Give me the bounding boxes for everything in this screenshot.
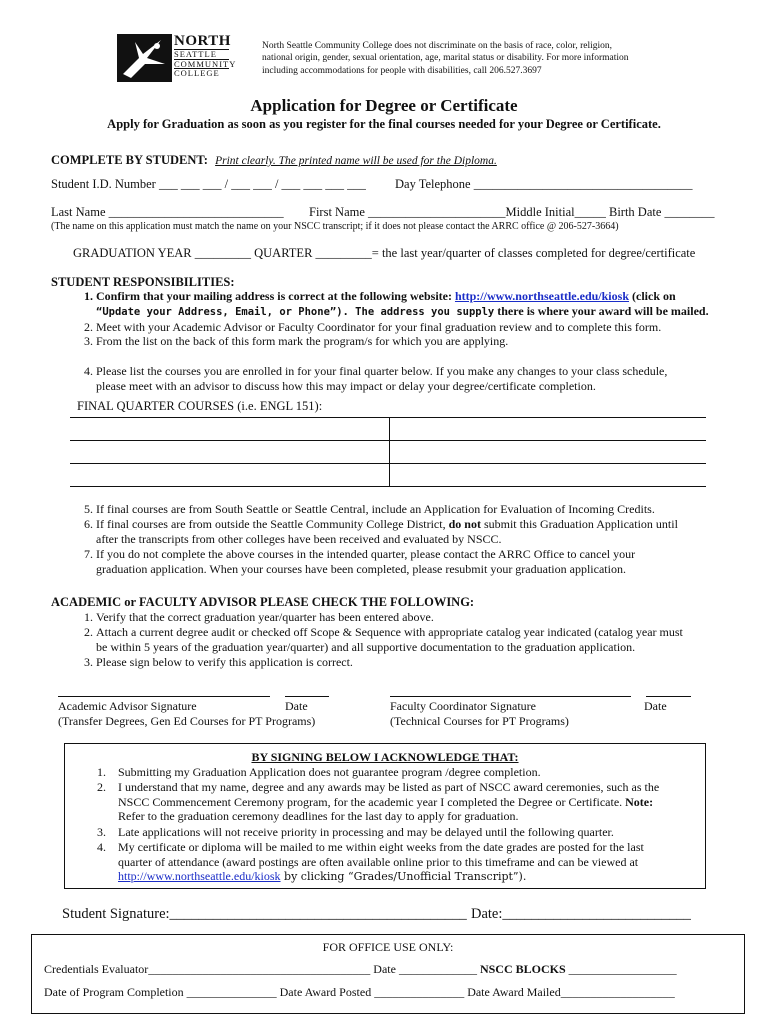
item-number: 2. <box>97 780 106 794</box>
advisor-item-3: Please sign below to verify this application is correct. <box>96 655 353 669</box>
responsibility-item-2: Meet with your Academic Advisor or Faculty Coordinator for your final graduation review and to complete this form. <box>96 320 662 334</box>
faculty-date-line[interactable] <box>646 696 691 697</box>
day-telephone-field[interactable]: Day Telephone ___________________________________ <box>395 177 693 191</box>
advisor-heading: ACADEMIC or FACULTY ADVISOR PLEASE CHECK THE FOLLOWING: <box>51 595 475 609</box>
nondiscrimination-notice <box>262 40 629 77</box>
student-date-field[interactable]: Date:__________________________ <box>471 906 691 922</box>
faculty-signature-label: Faculty Coordinator Signature <box>390 699 536 713</box>
item7-line: If you do not complete the above courses in the intended quarter, please contact the ARRC Office to cancel your <box>96 547 636 561</box>
item6-do-not: do not <box>448 517 481 531</box>
student-section <box>51 153 497 168</box>
ack-item4-line: quarter of attendance (award postings are often available online prior to this timeframe and can be viewed at <box>118 854 639 869</box>
notice-line: North Seattle Community College does not discriminate on the basis of race, color, religion, <box>262 41 612 51</box>
ack-item2-line: Refer to the graduation ceremony deadlines for the last day to apply for graduation. <box>118 809 519 823</box>
logo-line-college: COLLEGE <box>174 68 229 78</box>
responsibility-item-4 <box>96 364 667 393</box>
nscc-blocks-field[interactable]: __________________ <box>565 962 677 976</box>
logo-line-seattle: SEATTLE <box>174 49 229 59</box>
grid-divider <box>389 417 390 486</box>
last-name-field[interactable]: Last Name ____________________________ <box>51 205 284 219</box>
credentials-evaluator-field[interactable]: Credentials Evaluator_____________________________________ Date _____________ <box>44 962 477 976</box>
faculty-date-label: Date <box>644 699 667 713</box>
grid-line <box>70 417 706 418</box>
item-number: 1. <box>97 765 106 779</box>
office-use-heading: FOR OFFICE USE ONLY: <box>322 940 454 954</box>
item6-text: If final courses are from outside the Seattle Community College District, <box>96 517 446 531</box>
item-number: 2. <box>84 320 93 334</box>
item1-click-on: (click on <box>632 289 676 303</box>
advisor-date-label: Date <box>285 699 308 713</box>
acknowledge-item-3: Late applications will not receive priority in processing and may be delayed until the following quarter. <box>118 825 614 839</box>
item4-line: Please list the courses you are enrolled in for your final quarter below. If you make any changes to your class schedule, <box>96 364 668 378</box>
acknowledge-item-2 <box>118 780 659 824</box>
college-logo <box>117 33 237 82</box>
advisor-signature-note: (Transfer Degrees, Gen Ed Courses for PT Programs) <box>58 714 316 728</box>
program-completion-row[interactable]: Date of Program Completion _______________ Date Award Posted _______________ Date Award Mailed___________________ <box>44 985 675 999</box>
item-number: 4. <box>97 840 106 854</box>
advisor-date-line[interactable] <box>285 696 329 697</box>
faculty-signature-note: (Technical Courses for PT Programs) <box>390 714 569 728</box>
credentials-evaluator-row[interactable] <box>44 962 677 977</box>
advisor-item-2 <box>96 625 683 654</box>
advisor-item2-line: Attach a current degree audit or checked off Scope & Sequence with appropriate catalog year indicated (catalog year must <box>96 625 683 639</box>
ack-item4-line: My certificate or diploma will be mailed to me within eight weeks from the date grades are posted for the last <box>118 840 644 854</box>
item-number: 7. <box>84 547 93 561</box>
ack-item4-tail: by clicking “Grades/Unofficial Transcript”). <box>280 870 527 883</box>
responsibility-item-7 <box>96 547 635 576</box>
acknowledge-item-4 <box>118 840 644 885</box>
logo-line-community: COMMUNITY <box>174 58 237 69</box>
advisor-signature-label: Academic Advisor Signature <box>58 699 197 713</box>
item1-mailed-text: there is where your award will be mailed. <box>497 303 709 318</box>
kiosk-link[interactable]: http://www.northseattle.edu/kiosk <box>454 289 629 303</box>
student-signature-field[interactable]: Student Signature:_________________________________________ <box>62 906 467 922</box>
responsibility-item-3: From the list on the back of this form mark the program/s for which you are applying. <box>96 334 509 348</box>
item-number: 6. <box>84 517 93 531</box>
item-number: 1. <box>84 610 93 624</box>
item6-line: after the transcripts from other colleges have been received and evaluated by NSCC. <box>96 531 502 546</box>
responsibilities-heading: STUDENT RESPONSIBILITIES: <box>51 275 235 289</box>
responsibility-item-5: If final courses are from South Seattle or Seattle Central, include an Application for Evaluation of Incoming Credits. <box>96 502 655 516</box>
first-name-field[interactable]: First Name ______________________Middle Initial_____ Birth Date ________ <box>309 205 715 219</box>
kiosk-link-2[interactable]: http://www.northseattle.edu/kiosk <box>118 869 281 883</box>
ack-item2-line: NSCC Commencement Ceremony program, for the academic year I completed the Degree or Certificate. <box>118 794 623 809</box>
ack-note-label: Note: <box>625 794 654 809</box>
item-number: 1. <box>84 289 93 303</box>
item-number: 2. <box>84 625 93 639</box>
acknowledge-item-1: Submitting my Graduation Application does not guarantee program /degree completion. <box>118 765 541 779</box>
student-heading-note: Print clearly. The printed name will be used for the Diploma. <box>215 155 497 167</box>
grid-line <box>70 440 706 441</box>
advisor-signature-line[interactable] <box>58 696 270 697</box>
student-id-field[interactable]: Student I.D. Number ___ ___ ___ / ___ ___ / ___ ___ ___ ___ <box>51 177 366 191</box>
graduation-year-field[interactable]: GRADUATION YEAR _________ QUARTER _________= the last year/quarter of classes completed for degree/certificate <box>73 246 696 260</box>
item-number: 3. <box>84 655 93 669</box>
name-note: (The name on this application must match the name on your NSCC transcript; if it does not please contact the ARRC office @ 206-527-3664) <box>51 221 619 232</box>
form-subtitle: Apply for Graduation as soon as you register for the final courses needed for your Degree or Certificate. <box>107 117 661 131</box>
grid-line <box>70 463 706 464</box>
responsibility-item-6 <box>96 517 678 546</box>
item-number: 5. <box>84 502 93 516</box>
logo-line-north: NORTH <box>174 33 231 49</box>
item-number: 3. <box>84 334 93 348</box>
advisor-item2-line: be within 5 years of the graduation year/quarter) and all supportive documentation to the graduation application. <box>96 639 636 654</box>
item-number: 4. <box>84 364 93 378</box>
notice-line: national origin, gender, sexual orientation, age, marital status or disability. For more information <box>262 53 629 64</box>
item4-line: please meet with an advisor to discuss how this may impact or delay your degree/certificate completion. <box>96 378 596 393</box>
item6-text-b: submit this Graduation Application until <box>483 517 678 531</box>
faculty-signature-line[interactable] <box>390 696 631 697</box>
form-title: Application for Degree or Certificate <box>250 96 518 115</box>
item7-line: graduation application. When your courses have been completed, please resubmit your graduation application. <box>96 561 626 576</box>
logo-wordmark <box>174 33 237 78</box>
grid-line <box>70 486 706 487</box>
logo-mark <box>117 34 172 82</box>
item1-text: Confirm that your mailing address is correct at the following website: <box>96 289 452 303</box>
courses-label: FINAL QUARTER COURSES (i.e. ENGL 151): <box>77 399 323 413</box>
item1-update-text: “Update your Address, Email, or Phone”). The address you supply <box>96 305 495 318</box>
advisor-item-1: Verify that the correct graduation year/quarter has been entered above. <box>96 610 434 624</box>
notice-line: including accommodations for people with disabilities, call 206.527.3697 <box>262 65 542 76</box>
acknowledge-heading: BY SIGNING BELOW I ACKNOWLEDGE THAT: <box>251 750 519 764</box>
nscc-blocks-label: NSCC BLOCKS <box>479 962 566 976</box>
item-number: 3. <box>97 825 106 839</box>
responsibility-item-1 <box>96 289 709 319</box>
ack-item2-line: I understand that my name, degree and any awards may be listed as part of NSCC award ceremonies, such as the <box>118 780 660 794</box>
student-heading: COMPLETE BY STUDENT: <box>51 153 208 167</box>
